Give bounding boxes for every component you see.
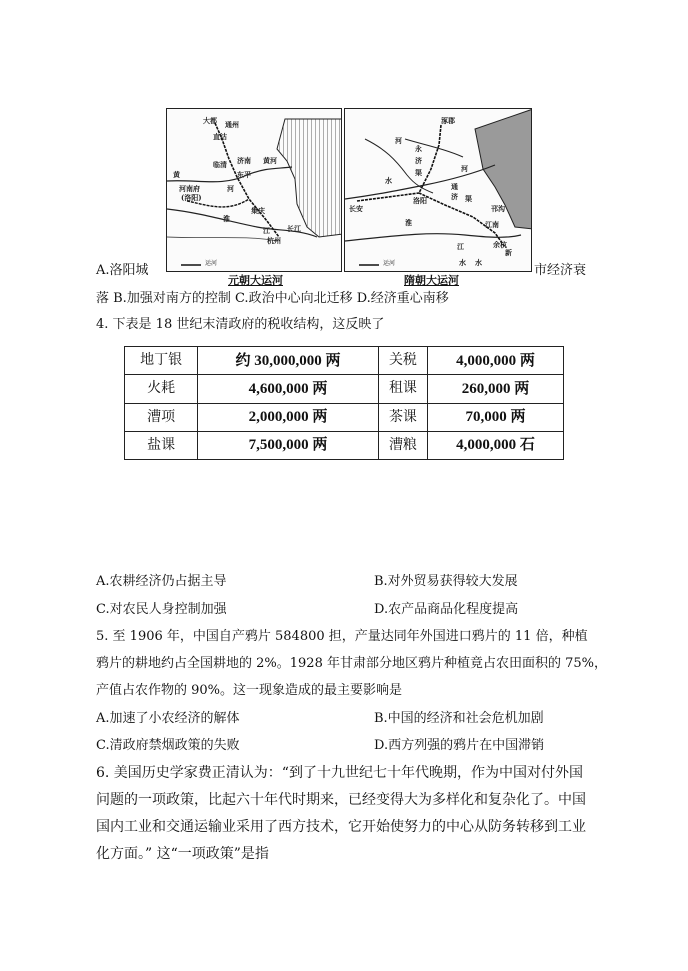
table-row: [125, 403, 564, 431]
q5-option-a: A.加速了小农经济的解体: [96, 711, 240, 726]
q3-option-a-tail: 市经济衰: [534, 263, 587, 278]
map-label: 淮: [405, 218, 412, 227]
q5-line: 产值占农作物的 90%。这一现象造成的最主要影响是: [96, 683, 403, 698]
q6-line: 化方面。” 这“一项政策”是指: [96, 846, 269, 862]
table-cell: 漕粮: [378, 431, 427, 459]
table-cell: 漕项: [125, 403, 198, 431]
yuan-map-caption: 元朝大运河: [228, 274, 283, 287]
map-label: 大都: [203, 116, 217, 125]
table-cell: 关税: [378, 347, 427, 375]
map-label: 淮: [223, 214, 230, 223]
table-cell: 租课: [378, 375, 427, 403]
map-label: 东平: [237, 170, 251, 179]
q4-option-d: D.农产品商品化程度提高: [374, 602, 519, 617]
map-label: 河: [227, 184, 234, 193]
map-label: 黄河: [263, 156, 277, 165]
map-label: 杭州: [267, 236, 281, 245]
map-legend: 运河: [383, 260, 396, 267]
map-label: 江: [263, 226, 270, 235]
map-label: 水: [385, 176, 392, 185]
map-label: 直沽: [213, 132, 227, 141]
map-label: (洛阳): [181, 193, 202, 202]
q5-line: 5. 至 1906 年，中国自产鸦片 584800 担，产量达同年外国进口鸦片的 11 倍，种植: [96, 629, 588, 644]
map-label: 长安: [349, 204, 363, 213]
q4-option-a: A.农耕经济仍占据主导: [96, 574, 227, 589]
table-cell: 4,600,000 两: [198, 375, 379, 403]
map-label: 济: [451, 192, 458, 201]
q3-option-a: A.洛阳城: [96, 263, 149, 278]
q5-option-b: B.中国的经济和社会危机加剧: [374, 711, 544, 726]
table-cell: 4,000,000 两: [428, 347, 564, 375]
map-label: 永: [415, 144, 422, 153]
table-cell: 盐课: [125, 431, 198, 459]
map-label: 河: [461, 164, 468, 173]
map-label: 余杭: [493, 240, 507, 249]
q4-question: 4. 下表是 18 世纪末清政府的税收结构，这反映了: [96, 317, 385, 332]
table-cell: 茶课: [378, 403, 427, 431]
q6-line: 6. 美国历史学家费正清认为：“到了十九世纪七十年代晚期，作为中国对付外国: [96, 765, 583, 781]
map-label: 涿郡: [441, 116, 455, 125]
map-label: 济南: [237, 156, 251, 165]
q6-line: 国内工业和交通运输业采用了西方技术，它开始使努力的中心从防务转移到工业: [96, 819, 586, 835]
map-label: 通: [451, 182, 458, 191]
map-label: 临清: [213, 160, 227, 169]
yuan-canal-map: [166, 108, 342, 272]
map-label: 渠: [465, 194, 472, 203]
map-label: 长江: [287, 224, 301, 233]
q5-option-c: C.清政府禁烟政策的失败: [96, 738, 240, 753]
table-cell: 2,000,000 两: [198, 403, 379, 431]
table-cell: 70,000 两: [428, 403, 564, 431]
q5-line: 鸦片的耕地约占全国耕地的 2%。1928 年甘肃部分地区鸦片种植竟占农田面积的 75%，: [96, 656, 607, 671]
map-label: 江: [457, 242, 464, 251]
table-cell: 火耗: [125, 375, 198, 403]
q4-option-c: C.对农民人身控制加强: [96, 602, 227, 617]
table-row: [125, 347, 564, 375]
map-label: 济: [415, 156, 422, 165]
map-label: 渠: [415, 168, 422, 177]
table-cell: 260,000 两: [428, 375, 564, 403]
map-label: 水: [459, 258, 466, 267]
sui-canal-map: [344, 108, 532, 272]
map-legend: 运河: [205, 260, 218, 267]
map-label: 水: [475, 258, 482, 267]
table-row: [125, 431, 564, 459]
q4-option-b: B.对外贸易获得较大发展: [374, 574, 518, 589]
map-label: 集庆: [251, 206, 265, 215]
q6-line: 问题的一项政策，比起六十年代时期来，已经变得大为多样化和复杂化了。中国: [96, 792, 586, 808]
q3-options-line: 落 B.加强对南方的控制 C.政治中心向北迁移 D.经济重心南移: [96, 291, 449, 306]
map-label: 河南府: [179, 184, 200, 193]
map-label: 洛阳: [413, 196, 427, 205]
table-cell: 4,000,000 石: [428, 431, 564, 459]
table-row: [125, 375, 564, 403]
map-label: 通州: [225, 120, 239, 129]
tax-table: [124, 346, 564, 460]
table-cell: 约 30,000,000 两: [198, 347, 379, 375]
map-label: 江南: [485, 220, 499, 229]
map-label: 邗沟: [491, 204, 505, 213]
table-cell: 7,500,000 两: [198, 431, 379, 459]
map-label: 河: [395, 136, 402, 145]
map-label: 新: [505, 248, 512, 257]
map-label: 黄: [173, 170, 180, 179]
sui-map-caption: 隋朝大运河: [404, 274, 459, 287]
q5-option-d: D.西方列强的鸦片在中国滞销: [374, 738, 545, 753]
table-cell: 地丁银: [125, 347, 198, 375]
